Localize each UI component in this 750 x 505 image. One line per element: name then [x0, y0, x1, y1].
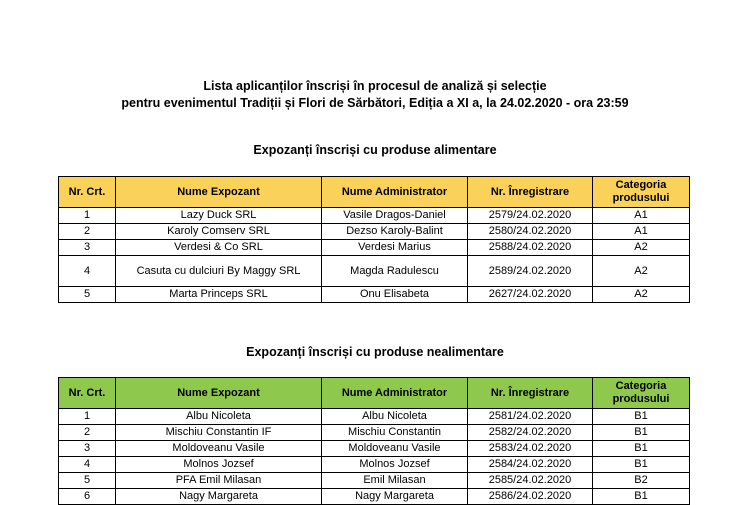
cell-admin: Verdesi Marius	[322, 240, 468, 256]
table-row	[59, 489, 690, 505]
cell-nr: 5	[59, 287, 116, 303]
cell-inregistrare: 2586/24.02.2020	[468, 489, 593, 505]
header-categoria: Categoria produsului	[593, 177, 690, 208]
cell-inregistrare: 2579/24.02.2020	[468, 208, 593, 224]
header-categoria: Categoria produsului	[593, 378, 690, 409]
cell-admin: Mischiu Constantin	[322, 425, 468, 441]
cell-admin: Magda Radulescu	[322, 256, 468, 287]
cell-categoria: B2	[593, 473, 690, 489]
section-title-alimentare: Expozanți înscriși cu produse alimentare	[253, 143, 497, 157]
cell-categoria: A2	[593, 256, 690, 287]
cell-nr: 4	[59, 457, 116, 473]
cell-nr: 2	[59, 425, 116, 441]
cell-expozant: Lazy Duck SRL	[116, 208, 322, 224]
cell-admin: Onu Elisabeta	[322, 287, 468, 303]
table-header-row	[59, 177, 690, 208]
cell-admin: Nagy Margareta	[322, 489, 468, 505]
cell-inregistrare: 2582/24.02.2020	[468, 425, 593, 441]
header-admin: Nume Administrator	[322, 378, 468, 409]
title-line-1: Lista aplicanților înscriși în procesul de analiză și selecție	[203, 79, 547, 93]
cell-expozant: Albu Nicoleta	[116, 409, 322, 425]
table-row	[59, 409, 690, 425]
cell-inregistrare: 2589/24.02.2020	[468, 256, 593, 287]
table-row	[59, 240, 690, 256]
table-row	[59, 473, 690, 489]
table-row	[59, 224, 690, 240]
cell-nr: 1	[59, 409, 116, 425]
cell-inregistrare: 2585/24.02.2020	[468, 473, 593, 489]
cell-categoria: B1	[593, 441, 690, 457]
cell-categoria: B1	[593, 489, 690, 505]
cell-admin: Moldoveanu Vasile	[322, 441, 468, 457]
cell-admin: Albu Nicoleta	[322, 409, 468, 425]
cell-nr: 3	[59, 441, 116, 457]
table-nealimentare	[58, 377, 690, 505]
cell-nr: 5	[59, 473, 116, 489]
table-row	[59, 208, 690, 224]
cell-nr: 3	[59, 240, 116, 256]
header-admin: Nume Administrator	[322, 177, 468, 208]
cell-nr: 4	[59, 256, 116, 287]
cell-inregistrare: 2627/24.02.2020	[468, 287, 593, 303]
cell-admin: Emil Milasan	[322, 473, 468, 489]
table-row	[59, 425, 690, 441]
cell-expozant: Verdesi & Co SRL	[116, 240, 322, 256]
cell-categoria: A2	[593, 287, 690, 303]
cell-expozant: Nagy Margareta	[116, 489, 322, 505]
cell-expozant: Casuta cu dulciuri By Maggy SRL	[116, 256, 322, 287]
cell-inregistrare: 2581/24.02.2020	[468, 409, 593, 425]
cell-expozant: Molnos Jozsef	[116, 457, 322, 473]
cell-categoria: B1	[593, 425, 690, 441]
cell-nr: 6	[59, 489, 116, 505]
cell-inregistrare: 2584/24.02.2020	[468, 457, 593, 473]
cell-categoria: A1	[593, 208, 690, 224]
table-row	[59, 457, 690, 473]
cell-admin: Vasile Dragos-Daniel	[322, 208, 468, 224]
cell-categoria: A2	[593, 240, 690, 256]
table-row	[59, 441, 690, 457]
table-body	[59, 409, 690, 505]
cell-expozant: Karoly Comserv SRL	[116, 224, 322, 240]
cell-categoria: A1	[593, 224, 690, 240]
cell-nr: 1	[59, 208, 116, 224]
cell-expozant: Moldoveanu Vasile	[116, 441, 322, 457]
table-alimentare	[58, 176, 690, 303]
cell-inregistrare: 2588/24.02.2020	[468, 240, 593, 256]
header-expozant: Nume Expozant	[116, 177, 322, 208]
header-inregistrare: Nr. Înregistrare	[468, 177, 593, 208]
table-header-row	[59, 378, 690, 409]
cell-inregistrare: 2580/24.02.2020	[468, 224, 593, 240]
table-row	[59, 287, 690, 303]
table-body	[59, 208, 690, 303]
header-expozant: Nume Expozant	[116, 378, 322, 409]
cell-expozant: Marta Princeps SRL	[116, 287, 322, 303]
title-line-2: pentru evenimentul Tradiții și Flori de Sărbători, Ediția a XI a, la 24.02.2020 - ora 23:59	[121, 96, 629, 110]
cell-inregistrare: 2583/24.02.2020	[468, 441, 593, 457]
cell-nr: 2	[59, 224, 116, 240]
cell-admin: Dezso Karoly-Balint	[322, 224, 468, 240]
cell-expozant: PFA Emil Milasan	[116, 473, 322, 489]
header-nr: Nr. Crt.	[59, 177, 116, 208]
header-inregistrare: Nr. Înregistrare	[468, 378, 593, 409]
cell-categoria: B1	[593, 409, 690, 425]
cell-admin: Molnos Jozsef	[322, 457, 468, 473]
cell-categoria: B1	[593, 457, 690, 473]
header-nr: Nr. Crt.	[59, 378, 116, 409]
document-title	[0, 78, 750, 112]
section-title-nealimentare: Expozanți înscriși cu produse nealimentare	[246, 345, 504, 359]
table-row	[59, 256, 690, 287]
cell-expozant: Mischiu Constantin IF	[116, 425, 322, 441]
